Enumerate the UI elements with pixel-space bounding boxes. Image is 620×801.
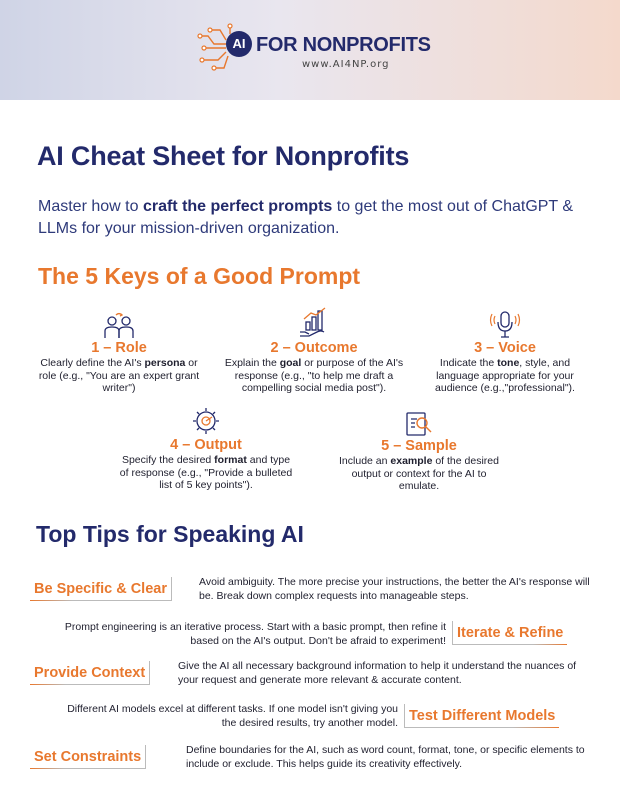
key-description: Clearly define the AI's persona or role (e.g., "You are an expert grant writer") (38, 357, 200, 394)
intro-text (38, 196, 578, 240)
tip-label-be-specific: Be Specific & Clear (30, 577, 172, 601)
key-title: 4 – Output (170, 437, 242, 453)
key-title: 5 – Sample (381, 438, 457, 454)
tip-label-test-models: Test Different Models (404, 704, 559, 728)
growth-chart-icon (297, 306, 331, 340)
key-role (36, 312, 202, 395)
tip-text-test-models: Different AI models excel at different tasks. If one model isn't giving you the desired results, try another model. (67, 703, 398, 729)
page-title: AI Cheat Sheet for Nonprofits (37, 141, 410, 171)
gear-target-icon (190, 405, 222, 437)
key-description: Explain the goal or purpose of the AI's response (e.g., "to help me draft a compelling social media post"). (224, 357, 404, 394)
tip-text-set-constraints: Define boundaries for the AI, such as word count, format, tone, or specific elements to include or exclude. This helps guide its creativity effectively. (186, 744, 585, 770)
key-description: Include an example of the desired output or context for the AI to emulate. (339, 455, 499, 492)
logo-name: FOR NONPROFITS (256, 34, 431, 56)
tip-label-set-constraints: Set Constraints (30, 745, 146, 769)
microphone-icon (488, 310, 522, 340)
keys-heading: The 5 Keys of a Good Prompt (38, 263, 361, 289)
logo-mark: AI (226, 31, 252, 57)
key-output (118, 405, 294, 492)
intro-part2: to get the most out of ChatGPT & LLMs for your mission-driven organization. (38, 198, 574, 237)
key-voice (418, 310, 592, 395)
header-banner (0, 0, 620, 100)
key-description: Specify the desired format and type of response (e.g., "Provide a bulleted list of 5 key points"). (119, 454, 293, 491)
key-title: 2 – Outcome (270, 340, 358, 356)
tip-text-iterate: Prompt engineering is an iterative process. Start with a basic prompt, then refine it based on the AI's output. Don't be afraid to experiment! (64, 621, 446, 647)
key-description: Indicate the tone, style, and language appropriate for your audience (e.g.,"professional"). (435, 357, 575, 394)
key-outcome (218, 306, 410, 395)
tip-text-be-specific: Avoid ambiguity. The more precise your instructions, the better the AI's response will be. Break down complex requests into manageable steps. (199, 576, 590, 602)
tip-label-iterate: Iterate & Refine (452, 621, 567, 645)
key-sample (336, 410, 502, 493)
logo[interactable] (196, 22, 436, 78)
tip-text-provide-context: Give the AI all necessary background information to help it understand the nuances of your request and generate more relevant & accurate content. (178, 660, 577, 686)
intro-part1: Master how to (38, 198, 143, 215)
tips-heading: Top Tips for Speaking AI (36, 521, 304, 547)
logo-url[interactable]: www.AI4NP.org (302, 59, 390, 70)
people-icon (102, 312, 136, 340)
tip-label-provide-context: Provide Context (30, 661, 150, 685)
key-title: 3 – Voice (474, 340, 536, 356)
intro-bold: craft the perfect prompts (142, 198, 333, 215)
key-title: 1 – Role (91, 340, 147, 356)
document-search-icon (403, 410, 435, 438)
